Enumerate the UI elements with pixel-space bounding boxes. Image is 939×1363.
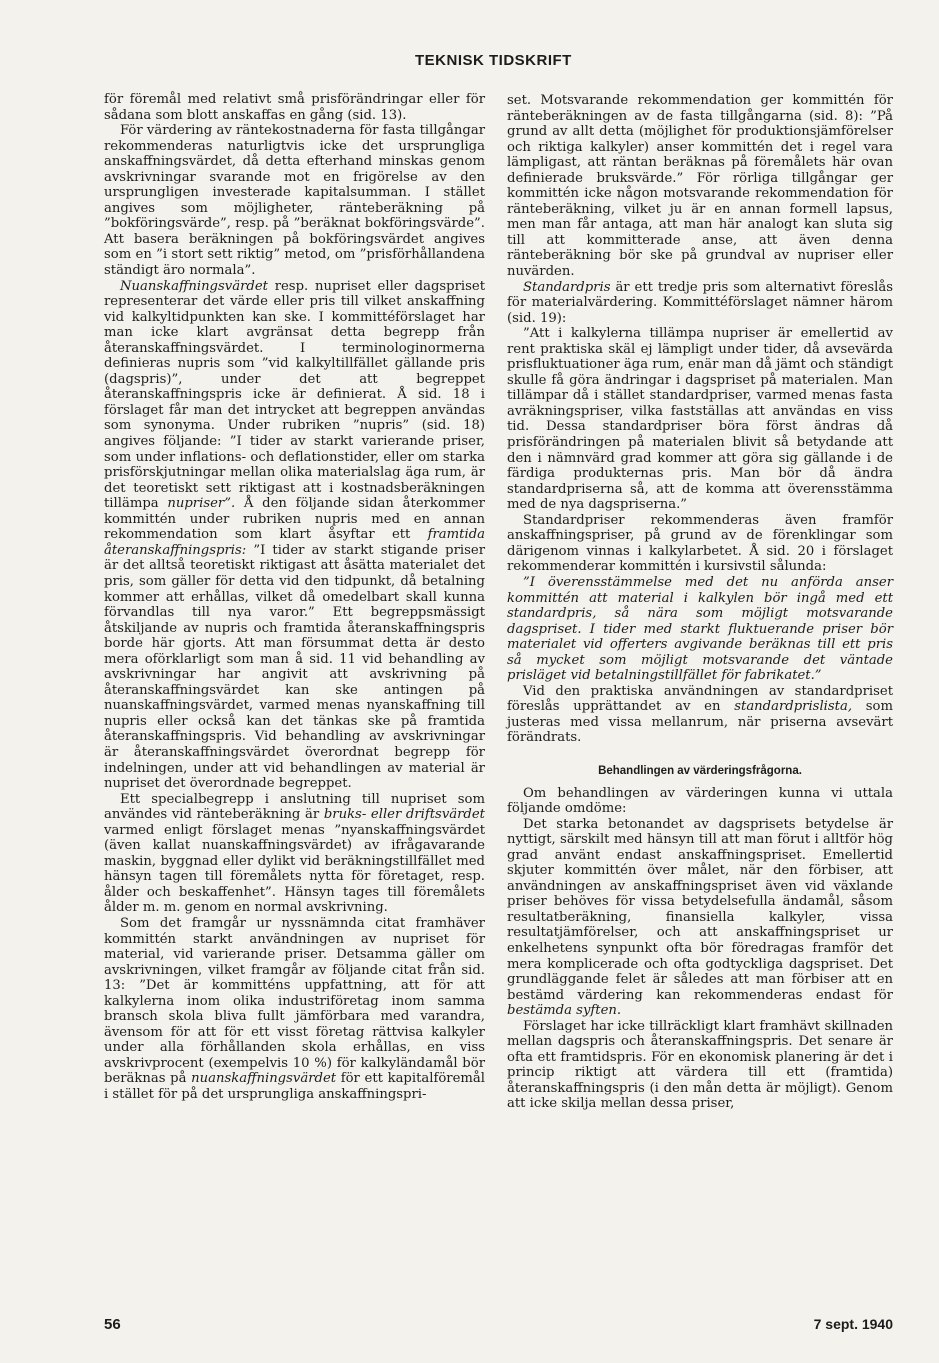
italic-term: standardprislista, — [734, 699, 853, 715]
italic-term: nuanskaffningsvärdet — [191, 1071, 337, 1087]
paragraph: för föremål med relativt små prisförändringar eller för sådana som blott anskaffas en gång (sid. 13). — [104, 92, 485, 123]
paragraph: Ett specialbegrepp i anslutning till nupriset som användes vid ränteberäkning är bruks- eller driftsvärdet varmed enligt förslaget menas ”nyanskaffningsvärdet (även kallat nuanskaffningsvärdet) av ifrågavarande maskin, byggnad eller dylikt vid beräkningstillfället med hänsyn tagen till föremålets nytta för företaget, resp. ålder och beskaffenhet”. Hänsyn tages till föremålets ålder m. m. genom en normal avskrivning. — [104, 791, 485, 916]
left-column — [104, 92, 485, 1103]
italic-term: Nuanskaffningsvärdet — [120, 278, 268, 294]
paragraph: Standardpriser rekommenderas även framför anskaffningspriser, på grund av de förenklingar som därigenom vinnas i kalkylarbetet. Å sid. 20 i förslaget rekommenderar kommittén i kursivstil sålunda: — [507, 512, 893, 575]
italic-term: framtida återanskaffningspris: — [104, 527, 485, 558]
paragraph: set. Motsvarande rekommendation ger kommittén för ränteberäkningen av de fasta tillgångarna (sid. 8): ”På grund av allt detta (möjlighet för produktionsjämförelser och riktiga kalkyler) anser kommittén det i regel vara lämpligast, att räntan beräknas på föremålets här ovan definierade bruksvärde.” För rörliga tillgångar ger kommittén icke någon motsvarande rekommendation för ränteberäkning, vilket ju är en annan formell lapsus, men man får antaga, att man här analogt kan sluta sig till att kommitterade anse, att även denna ränteberäkning bör ske på grundval av nupriser eller nuvärden. — [507, 93, 893, 280]
italic-term: nupriser”. — [167, 496, 236, 512]
paragraph: Standardpris är ett tredje pris som alternativt föreslås för materialvärdering. Kommittéförslaget nämner härom (sid. 19): — [507, 279, 893, 326]
issue-date: 7 sept. 1940 — [813, 1316, 893, 1332]
paragraph: Om behandlingen av värderingen kunna vi uttala följande omdöme: — [507, 785, 893, 817]
paragraph: För värdering av räntekostnaderna för fasta tillgångar rekommenderas naturligtvis icke det ursprungliga anskaffningsvärdet, då detta efterhand minskas genom avskrivningar svarande mot en frigörelse av den ursprungligen investerade kapitalsumman. I stället angives som möjligheter, ränteberäkning på ”bokföringsvärde”, resp. på ”beräknat bokföringsvärde”. Att basera beräkningen på bokföringsvärdet angives som en ”i stort sett riktig” metod, om ”prisförhållandena ständigt äro normala”. — [104, 123, 485, 279]
section-heading: Behandlingen av värderingsfrågorna. — [598, 764, 802, 777]
right-column — [507, 93, 893, 1112]
paragraph: Det starka betonandet av dagsprisets betydelse är nyttigt, särskilt med hänsyn till att man förut i alltför hög grad använt endast anskaffningspriset. Emellertid skjuter kommittén över målet, när den förbiser, att användningen av anskaffningspriset även vid växlande priser behöves för vissa betydelsefulla ändamål, såsom resultatberäkning, finansiella kalkyler, vissa resultatjämförelser, och att anskaffningspriset ur enkelhetens synpunkt ofta bör föredragas framför det mera komplicerade och ofta godtyckliga dagspriset. Det grundläggande felet är således att man förbiser att en bestämd värdering kan rekommenderas endast för bestämda syften. — [507, 816, 893, 1019]
paragraph: ”Att i kalkylerna tillämpa nupriser är emellertid av rent praktiska skäl ej lämpligt under tider, då avsevärda prisfluktuationer äga rum, enär man då jämt och ständigt skulle få göra ändringar i dagspriset på materialen. Man tillämpar då i stället standardpriser, varmed menas fasta avräkningspriser, vilka fastställas att användas en viss tid. Dessa standardpriser böra först ändras då prisförändringen på materialen blivit så betydande att den i nämnvärd grad kommer att göra sig gällande i de färdiga produkternas pris. Man bör då ändra standardpriserna så, att de komma att överensstämma med de nya dagspriserna.” — [507, 326, 893, 513]
paragraph: Vid den praktiska användningen av standardpriset föreslås upprättandet av en standardprislista, som justeras med vissa mellanrum, när priserna avsevärt förändrats. — [507, 683, 893, 746]
paragraph: Som det framgår ur nyssnämnda citat framhäver kommittén starkt användningen av nupriset för material, vid varierande priser. Detsamma gäller om avskrivningen, vilket framgår av följande citat från sid. 13: ”Det är kommitténs uppfattning, att för att kalkylerna inom olika industriföretag inom samma bransch skola bliva fullt jämförbara med varandra, ävensom för att för ett visst företag rättvisa kalkyler under alla förhållanden skola erhållas, en viss avskrivprocent (exempelvis 10 %) för kalkyländamål bör beräknas på nuanskaffningsvärdet för ett kapitalföremål i stället för på det ursprungliga anskaffningspri- — [104, 915, 485, 1102]
italic-term: Standardpris — [523, 279, 611, 295]
paragraph: Nuanskaffningsvärdet resp. nupriset eller dagspriset representerar det värde eller pris till vilket anskaffning vid kalkyltidpunkten kan ske. I kommittéförslaget har man icke klart avgränsat detta begrepp från återanskaffningsvärdet. I terminologinormerna definieras nupris som ”vid kalkyltillfället gällande pris (dagspris)”, under det att begreppet återanskaffningspris icke är definierat. Å sid. 18 i förslaget får man det intrycket att begreppen användas som synonyma. Under rubriken ”nupris” (sid. 18) angives följande: ”I tider av starkt varierande priser, som under inflations- och deflationstider, eller om starka prisförskjutningar mellan olika materialslag äga rum, är det teoretiskt sett riktigast att i kostnadsberäkningen tillämpa nupriser”. Å den följande sidan återkommer kommittén under rubriken nupris med en annan rekommendation som klart åsyftar ett framtida återanskaffningspris: ”I tider av starkt stigande priser är det alltså teoretiskt riktigast att åsätta materialet det pris, som gäller för detta vid den tidpunkt, då betalning kommer att erhållas, vilket då omedelbart skall kunna förvandlas till nya varor.” Ett begreppsmässigt åtskiljande av nupris och framtida återanskaffningspris borde här gjorts. Att man försummat detta är desto mera oförklarligt som man å sid. 11 vid behandling av avskrivningar har angivit att avskrivning på återanskaffningsvärdet kan ske antingen på nuanskaffningsvärdet, varmed menas nyanskaffning till nupris eller också kan det tänkas ske på framtida återanskaffningspris. Vid behandling av avskrivningar är återanskaffningsvärdet överordnat begrepp för indelningen, under att vid behandlingen av material är nupriset det överordnade begreppet. — [104, 278, 485, 792]
italic-quote: ”I överensstämmelse med det nu anförda anser kommittén att material i kalkylen bör ingå med ett standardpris, så nära som möjligt motsvarande dagspriset. I tider med starkt fluktuerande priser bör materialet vid offerters avgivande beräknas till ett pris så mycket som möjligt motsvarande det väntade prisläget vid betalningstillfället för fabrikatet.” — [507, 574, 893, 684]
italic-term: bruks- eller driftsvärdet — [323, 807, 485, 823]
italic-term: bestämda syften. — [507, 1003, 622, 1019]
page-number: 56 — [104, 1316, 121, 1333]
journal-header: TEKNISK TIDSKRIFT — [415, 52, 572, 69]
paragraph: Förslaget har icke tillräckligt klart framhävt skillnaden mellan dagspris och återanskaffningspris. Det senare är ofta ett framtidspris. För en ekonomisk planering är det i princip riktigt att värdera till ett (framtida) återanskaffningspris (i den mån detta är möjligt). Genom att icke skilja mellan dessa priser, — [507, 1018, 893, 1112]
